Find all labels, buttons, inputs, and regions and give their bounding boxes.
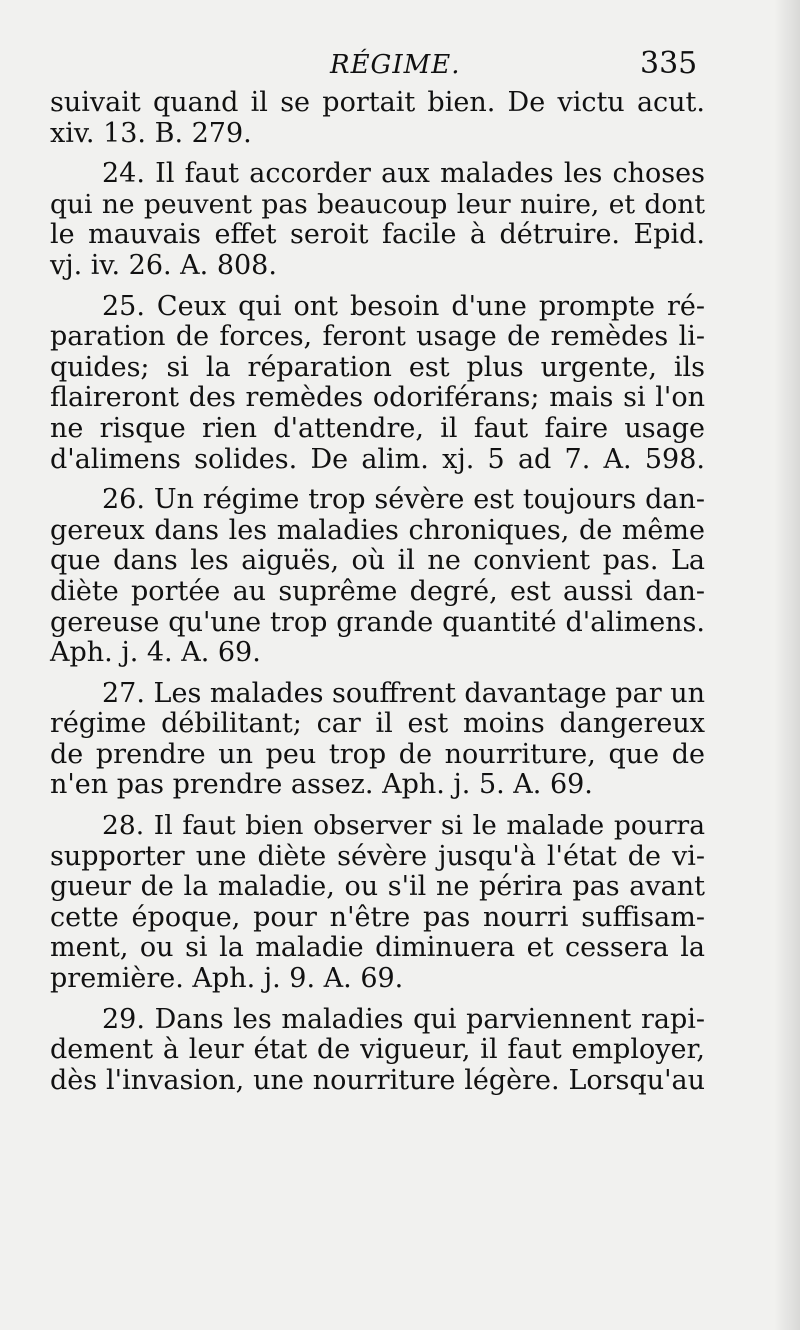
text-line: ne risque rien d'attendre, il faut faire usage	[50, 412, 705, 444]
paragraph-25	[50, 292, 705, 476]
text-line: cette époque, pour n'être pas nourri suffisam-	[50, 901, 705, 933]
text-line: gereux dans les maladies chroniques, de même	[50, 514, 705, 546]
text-line: suivait quand il se portait bien. De victu acut.	[50, 87, 705, 118]
text-line: flaireront des remèdes odoriférans; mais si l'on	[50, 382, 705, 414]
paragraph-continuation	[50, 88, 705, 149]
text-line: supporter une diète sévère jusqu'à l'état de vi-	[50, 840, 705, 872]
text-line: quides; si la réparation est plus urgente, ils	[50, 351, 705, 383]
text-line: 27. Les malades souffrent davantage par un	[102, 677, 705, 709]
text-line: n'en pas prendre assez. Aph. j. 5. A. 69.	[50, 769, 593, 801]
text-line: de prendre un peu trop de nourriture, que de	[50, 738, 705, 770]
text-line: paration de forces, feront usage de remèdes li-	[50, 321, 705, 353]
text-line: ment, ou si la maladie diminuera et cessera la	[50, 932, 705, 964]
paragraph-28	[50, 811, 705, 995]
text-line: qui ne peuvent pas beaucoup leur nuire, et dont	[50, 188, 705, 220]
text-line: première. Aph. j. 9. A. 69.	[50, 963, 404, 995]
text-line: régime débilitant; car il est moins dangereux	[50, 708, 705, 740]
paragraph-27	[50, 679, 705, 801]
text-line: xiv. 13. B. 279.	[50, 117, 252, 149]
text-line: 29. Dans les maladies qui parviennent rapi-	[102, 1003, 705, 1035]
text-line: dès l'invasion, une nourriture légère. Lorsqu'au	[50, 1064, 705, 1096]
text-line: que dans les aiguës, où il ne convient pas. La	[50, 545, 705, 577]
text-line: 26. Un régime trop sévère est toujours dan-	[102, 484, 705, 516]
text-line: 25. Ceux qui ont besoin d'une prompte ré-	[102, 290, 705, 322]
text-line: gueur de la maladie, ou s'il ne périra pas avant	[50, 871, 705, 903]
text-line: 24. Il faut accorder aux malades les choses	[102, 158, 705, 190]
text-line: diète portée au suprême degré, est aussi dan-	[50, 575, 705, 607]
paragraph-29	[50, 1005, 705, 1097]
page-header	[0, 46, 800, 86]
running-title: RÉGIME.	[330, 50, 461, 80]
text-line: dement à leur état de vigueur, il faut employer,	[50, 1034, 705, 1066]
text-line: Aph. j. 4. A. 69.	[50, 637, 261, 669]
page-edge-shadow	[774, 0, 800, 1330]
text-line: le mauvais effet seroit facile à détruire. Epid.	[50, 219, 705, 251]
body-text	[50, 88, 705, 1106]
text-line: gereuse qu'une trop grande quantité d'alimens.	[50, 606, 705, 638]
paragraph-24	[50, 159, 705, 281]
page-number: 335	[640, 46, 698, 81]
text-line: vj. iv. 26. A. 808.	[50, 249, 277, 281]
text-line: d'alimens solides. De alim. xj. 5 ad 7. A. 598.	[50, 443, 705, 475]
text-line: 28. Il faut bien observer si le malade pourra	[102, 810, 705, 842]
paragraph-26	[50, 485, 705, 669]
